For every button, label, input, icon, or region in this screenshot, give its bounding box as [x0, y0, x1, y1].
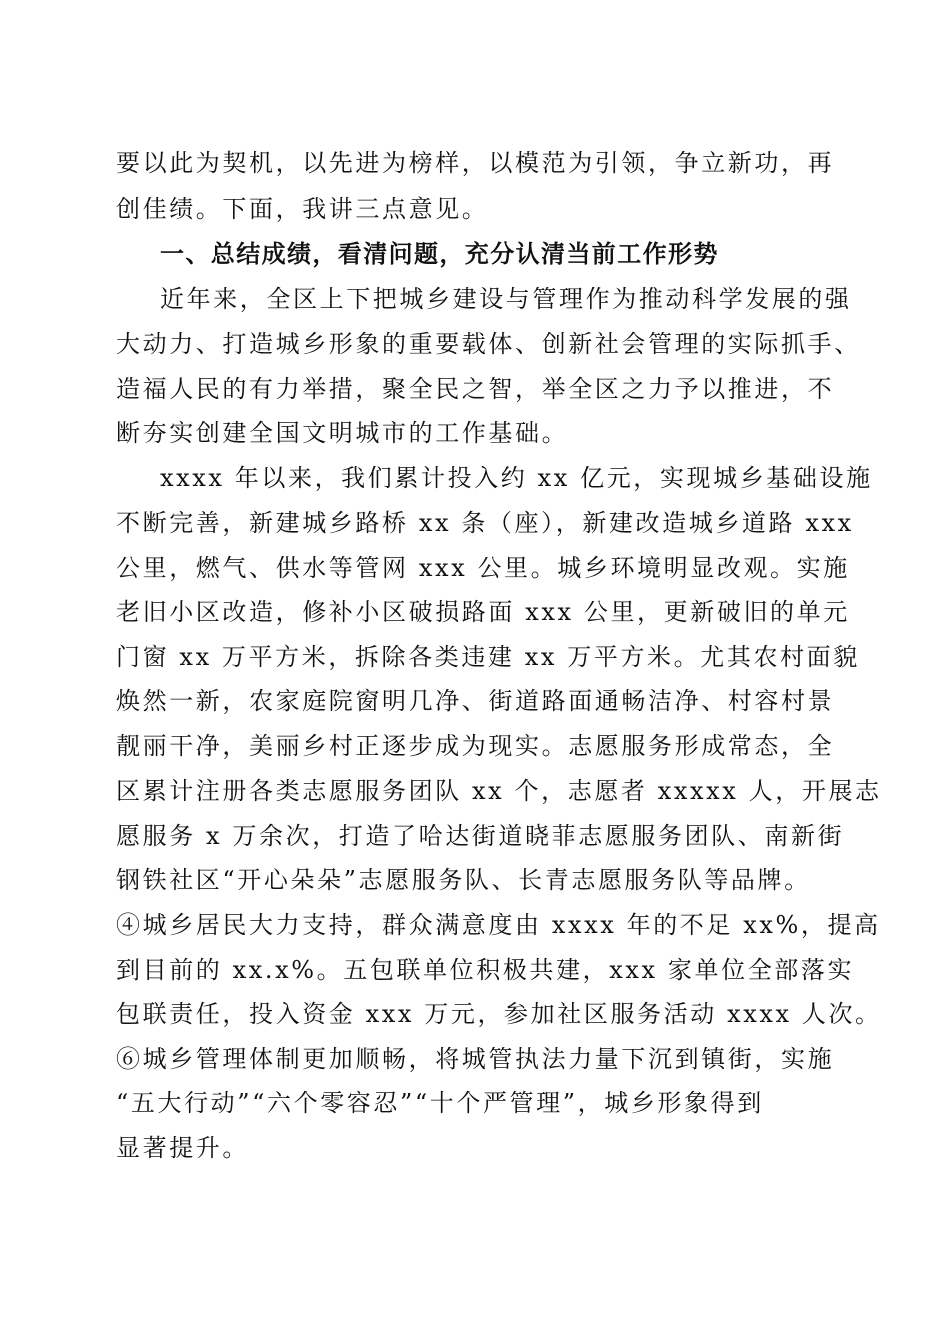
text-line: xxxx 年以来，我们累计投入约 xx 亿元，实现城乡基础设施	[160, 464, 873, 492]
text-line: 焕然一新，农家庭院窗明几净、街道路面通畅洁净、村容村景	[116, 687, 835, 715]
section-heading: 一、总结成绩，看清问题，充分认清当前工作形势	[160, 240, 719, 268]
text-line: 要以此为契机，以先进为榜样，以模范为引领，争立新功，再	[116, 149, 835, 177]
text-line: 断夯实创建全国文明城市的工作基础。	[116, 419, 569, 447]
text-line: 包联责任，投入资金 xxx 万元，参加社区服务活动 xxxx 人次。	[116, 1000, 882, 1028]
text-line: “五大行动”“六个零容忍”“十个严管理”，城乡形象得到	[116, 1089, 764, 1117]
text-line: ④城乡居民大力支持，群众满意度由 xxxx 年的不足 xx%，提高	[116, 911, 881, 939]
text-line: 老旧小区改造，修补小区破损路面 xxx 公里，更新破旧的单元	[116, 598, 850, 626]
text-line: 到目前的 xx.x%。五包联单位积极共建，xxx 家单位全部落实	[116, 956, 855, 984]
text-line: 靓丽干净，美丽乡村正逐步成为现实。志愿服务形成常态，全	[116, 732, 835, 760]
text-line: 造福人民的有力举措，聚全民之智，举全区之力予以推进，不	[116, 375, 835, 403]
text-line: 门窗 xx 万平方米，拆除各类违建 xx 万平方米。尤其农村面貌	[116, 643, 860, 671]
text-line: 愿服务 x 万余次，打造了哈达街道晓菲志愿服务团队、南新街	[116, 822, 845, 850]
text-line: 显著提升。	[116, 1134, 249, 1162]
text-line: 大动力、打造城乡形象的重要载体、创新社会管理的实际抓手、	[116, 330, 861, 358]
text-line: 近年来，全区上下把城乡建设与管理作为推动科学发展的强	[160, 285, 852, 313]
text-line: 区累计注册各类志愿服务团队 xx 个，志愿者 xxxxx 人，开展志	[116, 777, 882, 805]
text-line: 钢铁社区“开心朵朵”志愿服务队、长青志愿服务队等品牌。	[116, 866, 811, 894]
text-line: 不断完善，新建城乡路桥 xx 条（座），新建改造城乡道路 xxx	[116, 509, 854, 537]
text-line: 公里，燃气、供水等管网 xxx 公里。城乡环境明显改观。实施	[116, 554, 850, 582]
text-line: ⑥城乡管理体制更加顺畅，将城管执法力量下沉到镇街，实施	[116, 1045, 835, 1073]
text-line: 创佳绩。下面，我讲三点意见。	[116, 195, 489, 223]
